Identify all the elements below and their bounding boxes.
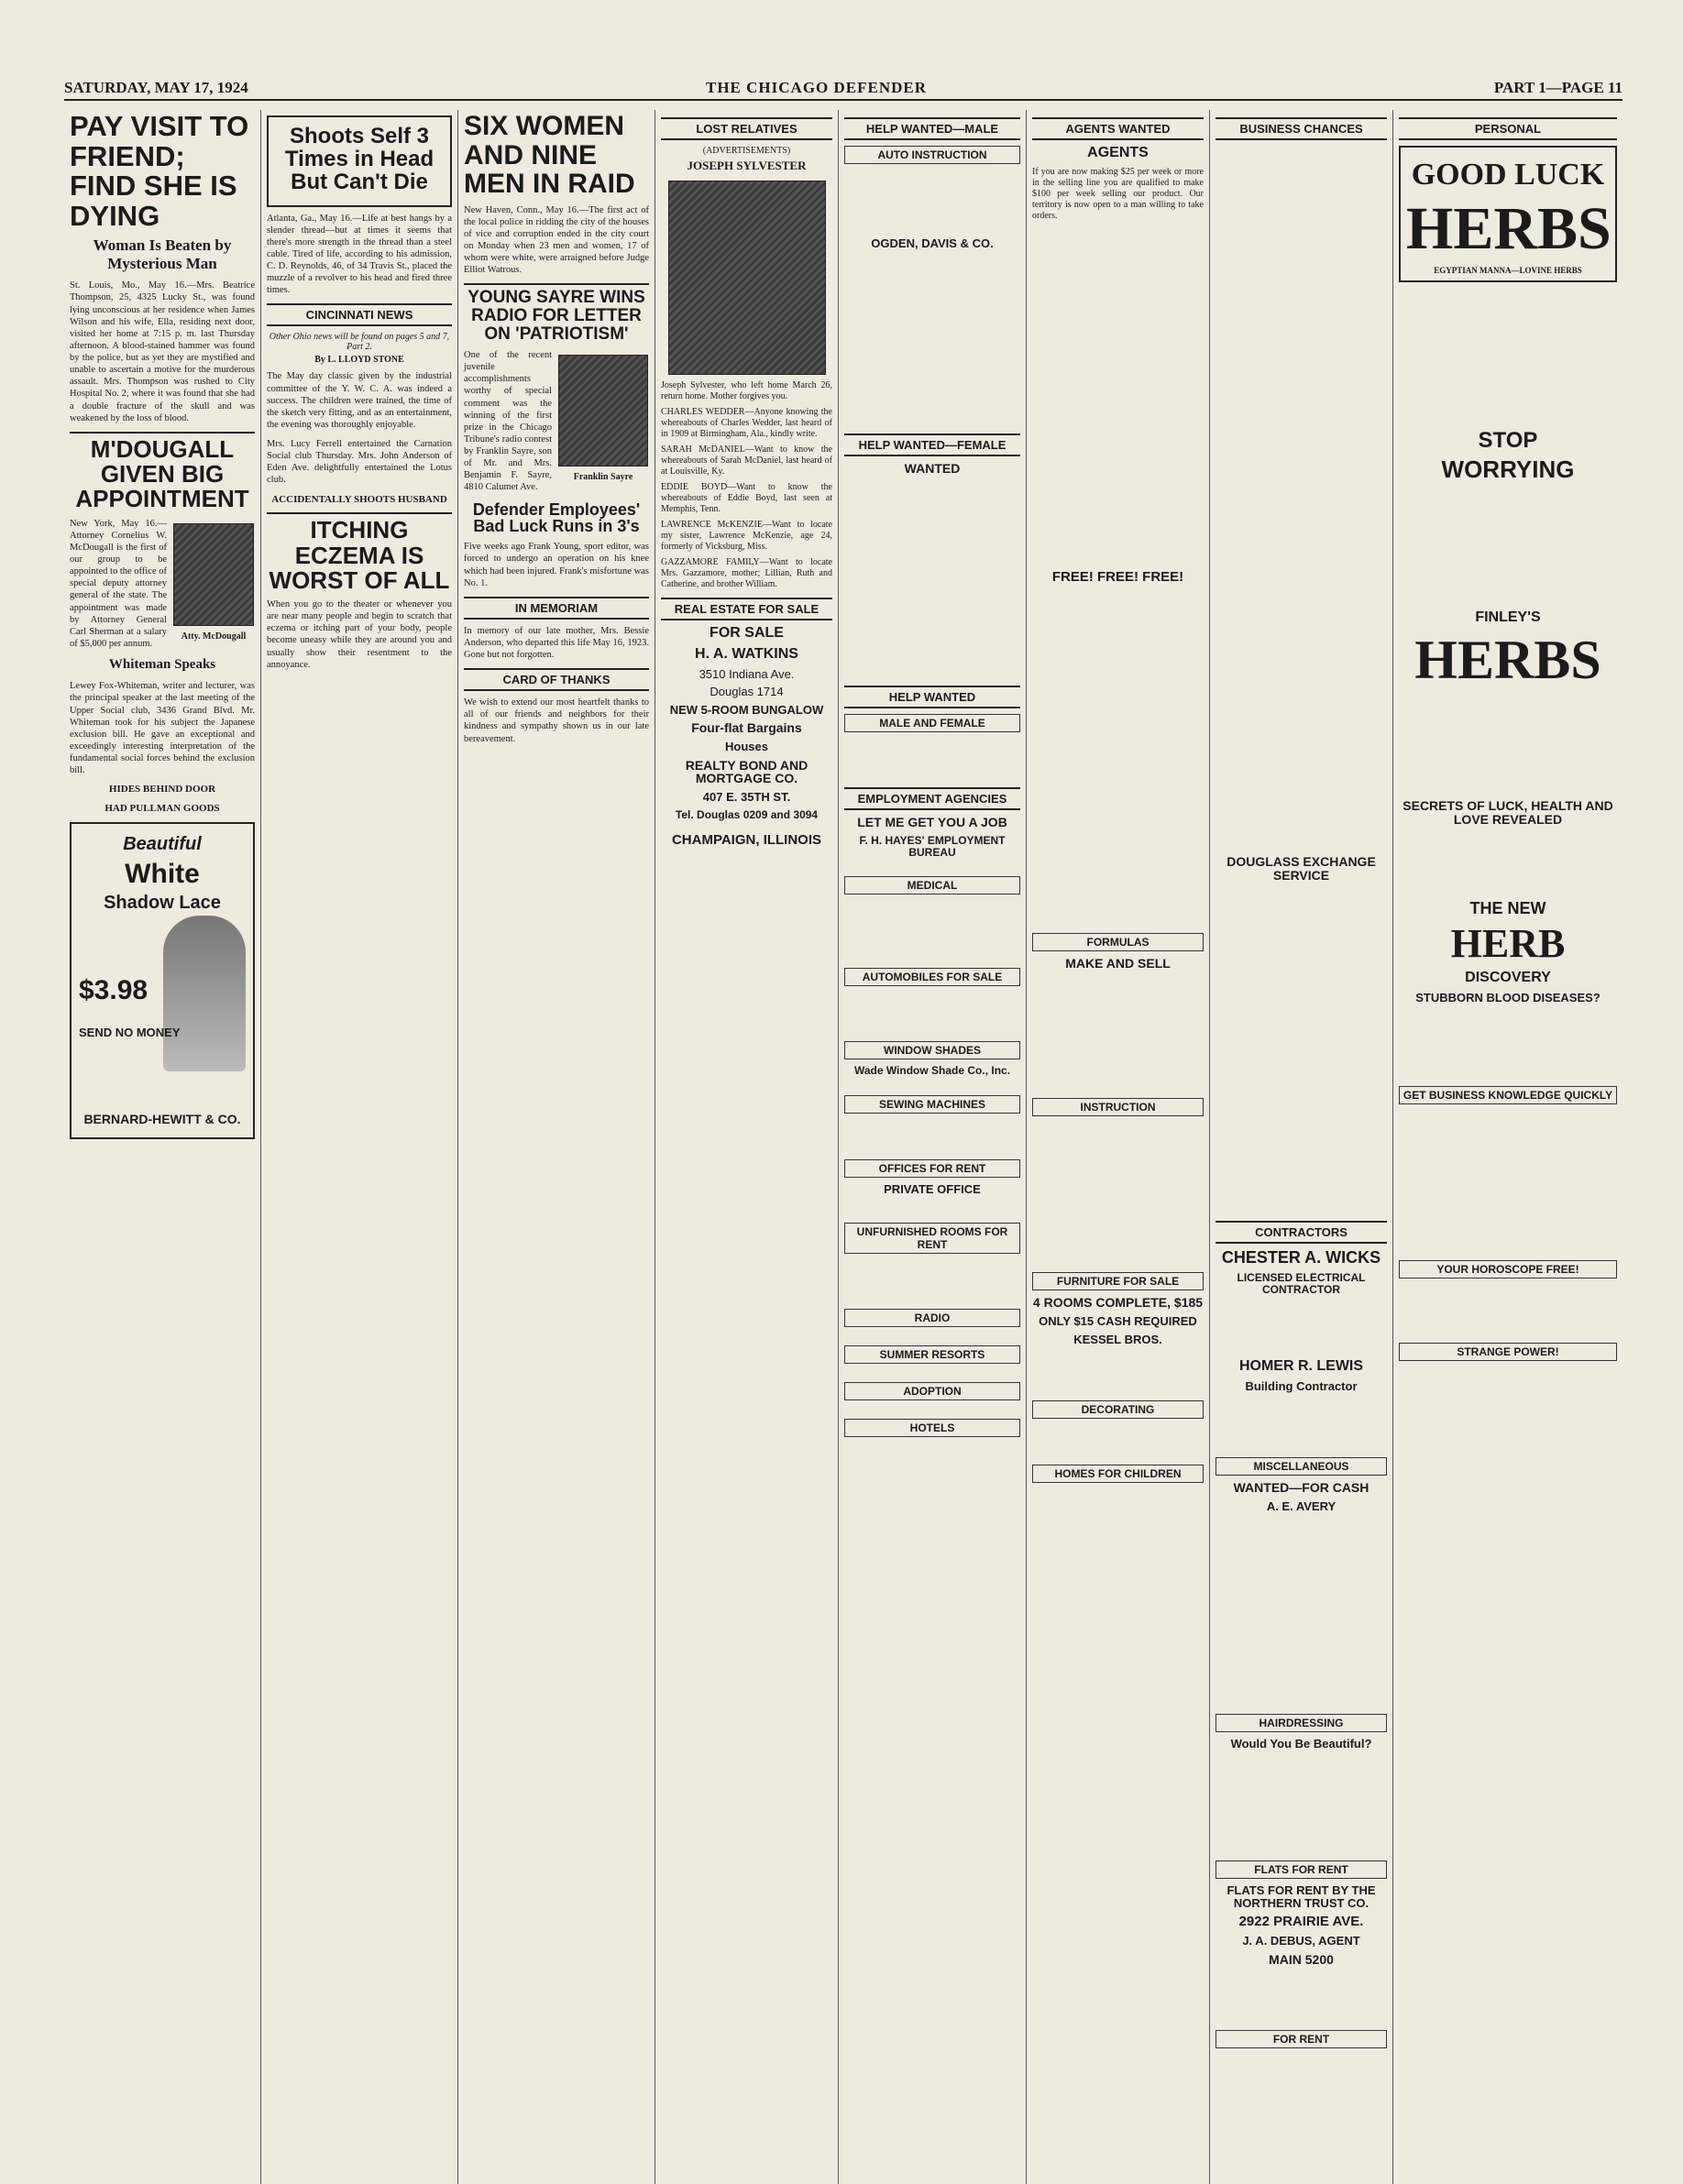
champaign-ad: CHAMPAIGN, ILLINOIS: [671, 832, 822, 849]
section-help-wanted: HELP WANTED: [844, 686, 1020, 708]
photo-sylvester: [668, 181, 826, 375]
private-office: PRIVATE OFFICE: [884, 1181, 981, 1196]
houses-ad: Houses: [725, 740, 768, 754]
photo-sayre-box: [557, 349, 649, 489]
section-instruction: INSTRUCTION: [1032, 1098, 1204, 1116]
column-8: [1393, 110, 1622, 2184]
strange-power: STRANGE POWER!: [1399, 1343, 1617, 1361]
realty-phone: Tel. Douglas 0209 and 3094: [675, 807, 819, 821]
column-6: [1027, 110, 1210, 2184]
ad-line-white: White: [125, 858, 200, 889]
herb-title: HERB: [1450, 920, 1566, 966]
headline-shoots-self: Shoots Self 3 Times in Head But Can't Die: [284, 124, 434, 195]
page-number: PART 1—PAGE 11: [1493, 79, 1622, 96]
ad-send-no-money: SEND NO MONEY: [79, 1025, 181, 1039]
lost-sub: (ADVERTISEMENTS): [702, 146, 791, 156]
person-name: JOSEPH SYLVESTER: [687, 159, 807, 172]
section-thanks: CARD OF THANKS: [464, 668, 649, 691]
secrets: SECRETS OF LUCK, HEALTH AND LOVE REVEALED: [1402, 798, 1613, 827]
story-bad-luck: Five weeks ago Frank Young, sport editor, was forced to undergo an operation on his knee which had been injured. Frank's misfortune was No. 1.: [464, 542, 649, 588]
stop-text: STOP: [1478, 427, 1538, 453]
bungalow-ad: NEW 5-ROOM BUNGALOW: [669, 702, 824, 717]
ad-price: $3.98: [79, 974, 148, 1005]
story-sayre: One of the recent juvenile accomplishments worthy of special comment was the winning of the first prize in the Chicago Tribune's radio contest by Franklin Sayre, son of Mr. and Mrs. Benjamin F. Sayre, 4810 Calumet Ave.: [464, 350, 552, 493]
cash-required: ONLY $15 CASH REQUIRED: [1039, 1313, 1197, 1328]
ad-line-shadow-lace: Shadow Lace: [104, 893, 221, 914]
section-help-male: HELP WANTED—MALE: [844, 117, 1020, 140]
memoriam-text: In memory of our late mother, Mrs. Bessie Anderson, who departed this life May 16, 1923. Gone but not forgotten.: [464, 625, 649, 661]
subhead-hides: HIDES BEHIND DOOR: [108, 784, 216, 796]
section-help-female: HELP WANTED—FEMALE: [844, 434, 1020, 456]
hayes-bureau: F. H. HAYES' EMPLOYMENT BUREAU: [859, 834, 1006, 859]
column-2: [261, 110, 458, 2184]
section-personal: PERSONAL: [1399, 117, 1617, 140]
photo-mcdougall: [173, 523, 254, 626]
ad-shadow-lace: [70, 822, 255, 1139]
story-mcdougall: New York, May 16.—Attorney Cornelius W. McDougall is the first of our group to be appointed to the office of special deputy attorney general of the state. The appointment was made by Attorney General Carl Sherman at a salary of $5,000 per annum.: [70, 518, 167, 649]
section-hairdressing: HAIRDRESSING: [1216, 1714, 1387, 1732]
ogden-davis: OGDEN, DAVIS & CO.: [871, 236, 994, 250]
male-female: MALE AND FEMALE: [844, 714, 1020, 732]
egyptian-manna: EGYPTIAN MANNA—LOVINE HERBS: [1434, 265, 1582, 275]
section-agents: AGENTS WANTED: [1032, 117, 1204, 140]
story-whiteman: Lewey Fox-Whiteman, writer and lecturer, was the principal speaker at the last meeting of the Upper Social club, 3436 Grand Blvd. Mr. Whiteman took for his subject the Japanese exclusion bill. He gave an exceptional and exceedingly interesting interpretation of the fundamental social forces behind the exclusion bill.: [70, 681, 255, 776]
herbs-title-2: HERBS: [1414, 630, 1601, 691]
paper-name: THE CHICAGO DEFENDER: [706, 79, 928, 96]
the-new: THE NEW: [1469, 898, 1546, 917]
lost-ad: SARAH McDANIEL—Want to know the whereabouts of Sarah McDaniel, last heard of at Louisville, Ky.: [661, 444, 832, 477]
section-furniture: FURNITURE FOR SALE: [1032, 1272, 1204, 1290]
section-radio: RADIO: [844, 1309, 1020, 1327]
photo-caption-mcdougall: Atty. McDougall: [181, 631, 247, 642]
agent-watkins: H. A. WATKINS: [695, 645, 798, 662]
column-1: [64, 110, 261, 2184]
column-5: [839, 110, 1027, 2184]
subhead-accidentally: ACCIDENTALLY SHOOTS HUSBAND: [271, 493, 447, 505]
finleys: FINLEY'S: [1475, 609, 1541, 626]
headline-pay-visit: PAY VISIT TO FRIEND; FIND SHE IS DYING: [70, 110, 249, 232]
story-cincinnati-1: The May day classic given by the industrial committee of the Y. W. C. A. was indeed a success. The children were trained, the time of the sketch very fitting, and as an entertainment, the evening was thoroughly enjoyable.: [267, 371, 452, 430]
ad-company: BERNARD-HEWITT & CO.: [83, 1111, 241, 1126]
headline-eczema: ITCHING ECZEMA IS WORST OF ALL: [267, 512, 452, 593]
column-7: [1210, 110, 1393, 2184]
auto-instruction: AUTO INSTRUCTION: [844, 146, 1020, 164]
ad-line-beautiful: Beautiful: [123, 833, 202, 854]
for-sale: FOR SALE: [710, 624, 784, 641]
story-thompson: St. Louis, Mo., May 16.—Mrs. Beatrice Thompson, 25, 4325 Lucky St., was found lying unconscious at her residence when James Wilson and his wife, Ella, residing next door, visited her home at 7:15 p. m. last Thursday afternoon. A blood-stained hammer was found by the police, but as yet they are mystified and unable to ascertain a motive for the murderous assault. Mrs. Thompson was rushed to City Hospital No. 2, where it was found that she had a double fracture of the skull and was weakened by the loss of blood.: [70, 280, 255, 423]
discovery: DISCOVERY: [1465, 969, 1551, 985]
lost-ad: GAZZAMORE FAMILY—Want to locate Mrs. Gazzamore, mother; Lillian, Ruth and Catherine, and brother William.: [661, 556, 832, 589]
wanted: WANTED: [904, 460, 961, 476]
herbs-title: HERBS: [1406, 194, 1612, 262]
stubborn: STUBBORN BLOOD DISEASES?: [1415, 990, 1600, 1004]
bargains-ad: Four-flat Bargains: [691, 720, 802, 736]
section-sewing: SEWING MACHINES: [844, 1095, 1020, 1114]
subhead-whiteman: Whiteman Speaks: [108, 657, 216, 673]
story-cincinnati-2: Mrs. Lucy Ferrell entertained the Carnation Social club Thursday. Mrs. John Anderson of Eden Ave. delightfully entertained the Lotus club.: [267, 439, 452, 486]
subhead-pullman: HAD PULLMAN GOODS: [104, 802, 220, 814]
section-contractors: CONTRACTORS: [1216, 1221, 1387, 1244]
make-and-sell: MAKE AND SELL: [1065, 955, 1171, 971]
wicks-sub: LICENSED ELECTRICAL CONTRACTOR: [1237, 1271, 1366, 1296]
free-ad: FREE! FREE! FREE!: [1051, 568, 1184, 585]
section-homes: HOMES FOR CHILDREN: [1032, 1465, 1204, 1483]
section-offices: OFFICES FOR RENT: [844, 1159, 1020, 1178]
section-note: Other Ohio news will be found on pages 5 and 7, Part 2.: [269, 332, 450, 353]
photo-caption-sayre: Franklin Sayre: [573, 472, 633, 483]
lewis-name: HOMER R. LEWIS: [1238, 1358, 1364, 1375]
lost-ad: CHARLES WEDDER—Anyone knowing the whereabouts of Charles Wedder, last heard of in 1909 at Birmingham, Ala., kindly write.: [661, 406, 832, 439]
headline-bad-luck: Defender Employees' Bad Luck Runs in 3's: [472, 499, 641, 536]
business-knowledge: GET BUSINESS KNOWLEDGE QUICKLY: [1399, 1086, 1617, 1104]
section-memoriam: IN MEMORIAM: [464, 597, 649, 620]
dress-illustration: [163, 916, 246, 1071]
agent-address: 3510 Indiana Ave.: [698, 666, 795, 681]
flats-sub: FLATS FOR RENT BY THE NORTHERN TRUST CO.: [1226, 1882, 1376, 1910]
debus: J. A. DEBUS, AGENT: [1242, 1933, 1360, 1948]
agents-title: AGENTS: [1087, 145, 1149, 160]
realty-bond: REALTY BOND AND MORTGAGE CO.: [685, 757, 808, 786]
four-rooms: 4 ROOMS COMPLETE, $185: [1032, 1295, 1204, 1311]
wicks-name: CHESTER A. WICKS: [1221, 1248, 1381, 1268]
lost-ad: LAWRENCE McKENZIE—Want to locate my sister, Lawrence McKenzie, age 24, formerly of Vicksburg, Miss.: [661, 519, 832, 552]
kessel-bros: KESSEL BROS.: [1073, 1332, 1162, 1346]
worrying-text: WORRYING: [1441, 455, 1575, 484]
section-flats: FLATS FOR RENT: [1216, 1860, 1387, 1879]
section-employment: EMPLOYMENT AGENCIES: [844, 787, 1020, 810]
section-summer: SUMMER RESORTS: [844, 1345, 1020, 1364]
photo-mcdougall-box: [172, 518, 255, 649]
job-ad: LET ME GET YOU A JOB: [857, 815, 1007, 830]
main-phone: MAIN 5200: [1269, 1951, 1334, 1967]
good-luck: GOOD LUCK: [1411, 158, 1605, 192]
issue-date: SATURDAY, MAY 17, 1924: [64, 79, 248, 96]
section-for-rent: FOR RENT: [1216, 2030, 1387, 2048]
agent-phone: Douglas 1714: [710, 685, 784, 699]
flats-address: 2922 PRAIRIE AVE.: [1238, 1914, 1364, 1930]
headline-raid: SIX WOMEN AND NINE MEN IN RAID: [464, 111, 635, 199]
photo-sayre: [558, 355, 648, 466]
realty-address: 407 E. 35TH ST.: [702, 790, 791, 805]
story-reynolds: Atlanta, Ga., May 16.—Life at best hangs by a slender thread—but at times it seems that there's more strength in the thread than a steel cable. Tired of life, according to his admission, C. D. Reynolds, 46, of 34 Travis St., placed the muzzle of a revolver to his head and fired three times.: [267, 213, 452, 296]
thanks-text: We wish to extend our most heartfelt thanks to all of our friends and neighbors for their kindness and sympathy shown us in our late bereavement.: [464, 697, 649, 744]
column-4: [655, 110, 839, 2184]
column-3: [458, 110, 655, 2184]
wade-shade: Wade Window Shade Co., Inc.: [853, 1064, 1011, 1078]
horoscope: YOUR HOROSCOPE FREE!: [1399, 1260, 1617, 1279]
beautiful: Would You Be Beautiful?: [1230, 1737, 1372, 1751]
lost-ad: EDDIE BOYD—Want to know the whereabouts of Eddie Boyd, last seen at Memphis, Tenn.: [661, 481, 832, 514]
avery: A. E. AVERY: [1266, 1498, 1336, 1513]
section-decorating: DECORATING: [1032, 1400, 1204, 1419]
section-misc: MISCELLANEOUS: [1216, 1457, 1387, 1476]
headline-box-shoots: [267, 115, 452, 207]
byline-stone: By L. LLOYD STONE: [314, 355, 404, 366]
ad-good-luck-herbs: [1399, 146, 1617, 282]
section-business: BUSINESS CHANCES: [1216, 117, 1387, 140]
masthead: [64, 79, 1622, 101]
section-real-estate: REAL ESTATE FOR SALE: [661, 598, 832, 620]
section-hotels: HOTELS: [844, 1419, 1020, 1437]
headline-mcdougall: M'DOUGALL GIVEN BIG APPOINTMENT: [70, 432, 255, 512]
agents-text: If you are now making $25 per week or more in the selling line you are qualified to make $100 per week selling our product. Our territory is now open to a man willing to take orders.: [1032, 166, 1204, 221]
section-lost-relatives: LOST RELATIVES: [661, 117, 832, 140]
section-unfurnished: UNFURNISHED ROOMS FOR RENT: [844, 1223, 1020, 1254]
lewis-sub: Building Contractor: [1245, 1379, 1358, 1394]
section-shades: WINDOW SHADES: [844, 1041, 1020, 1059]
section-automobiles: AUTOMOBILES FOR SALE: [844, 968, 1020, 986]
section-medical: MEDICAL: [844, 876, 1020, 894]
sylvester-caption: Joseph Sylvester, who left home March 26, return home. Mother forgives you.: [661, 379, 832, 401]
section-formulas: FORMULAS: [1032, 933, 1204, 951]
section-cincinnati: CINCINNATI NEWS: [267, 303, 452, 326]
wanted-cash: WANTED—FOR CASH: [1233, 1479, 1370, 1495]
subhead-woman-beaten: Woman Is Beaten by Mysterious Man: [93, 236, 232, 272]
section-adoption: ADOPTION: [844, 1382, 1020, 1400]
headline-sayre: YOUNG SAYRE WINS RADIO FOR LETTER ON 'PATRIOTISM': [464, 283, 649, 344]
story-raid: New Haven, Conn., May 16.—The first act of the local police in ridding the city of the houses of vice and corruption ended in the city court on Monday when 23 men and women, 17 of whom were white, were arraigned before Judge Elliot Watrous.: [464, 204, 649, 276]
douglass-exchange: DOUGLASS EXCHANGE SERVICE: [1226, 854, 1376, 883]
story-eczema: When you go to the theater or whenever you are near many people and begin to scratch that eczema or itching part of your body, people become uneasy while they are around you and usually show their resentment to the annoyance.: [267, 599, 452, 670]
